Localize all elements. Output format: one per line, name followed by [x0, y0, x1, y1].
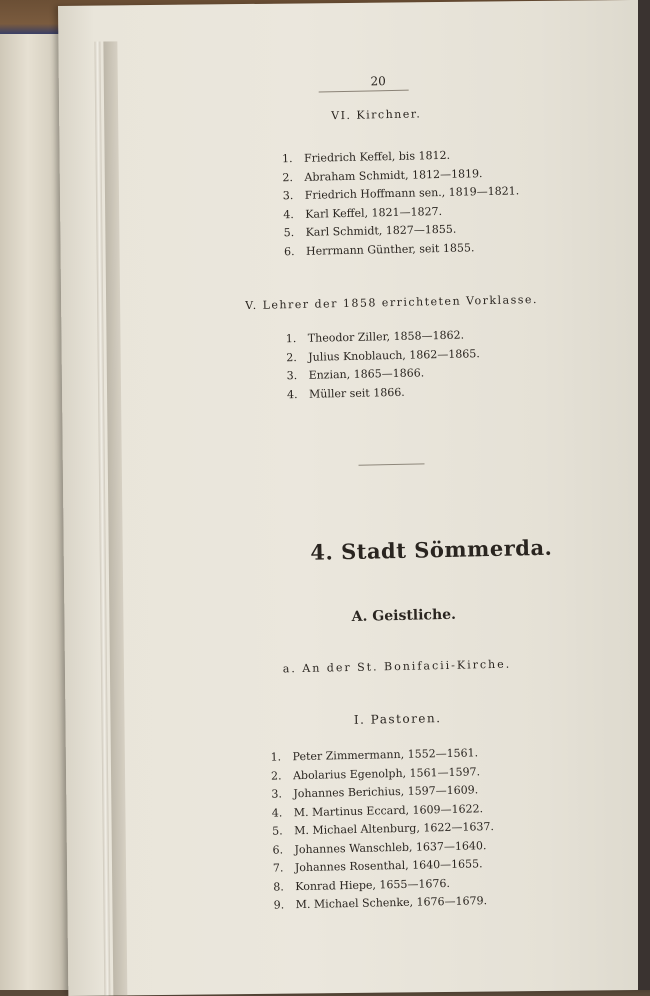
list-item: 1. Theodor Ziller, 1858—1862. — [285, 328, 465, 346]
section-a-heading: A. Geistliche. — [351, 606, 457, 625]
pastoren-list — [270, 744, 495, 915]
list-item: 6. Johannes Wanschleb, 1637—1640. — [272, 838, 487, 857]
list-item: 4. Karl Keffel, 1821—1827. — [283, 204, 443, 221]
book-right-shadow — [638, 0, 650, 990]
list-item: 2. Julius Knoblauch, 1862—1865. — [286, 346, 480, 364]
list-item: 4. M. Martinus Eccard, 1609—1622. — [271, 801, 484, 820]
list-item: 6. Herrmann Günther, seit 1855. — [283, 240, 475, 258]
list-item: 4. Müller seit 1866. — [286, 385, 405, 401]
page-number: 20 — [370, 74, 386, 89]
list-item: 7. Johannes Rosenthal, 1640—1655. — [272, 857, 483, 875]
list-item: 2. Abraham Schmidt, 1812—1819. — [282, 166, 483, 184]
kirchner-heading: VI. Kirchner. — [331, 107, 422, 123]
list-item: 5. Karl Schmidt, 1827—1855. — [283, 222, 457, 240]
section-title: 4. Stadt Sömmerda. — [310, 534, 553, 565]
list-item: 5. M. Michael Altenburg, 1622—1637. — [272, 820, 495, 838]
list-item: 9. M. Michael Schenke, 1676—1679. — [273, 894, 488, 912]
vorklasse-list — [286, 326, 481, 404]
list-item: 3. Johannes Berichius, 1597—1609. — [271, 783, 479, 801]
vorklasse-heading: V. Lehrer der 1858 errichteten Vorklasse. — [245, 292, 539, 313]
pastoren-heading: I. Pastoren. — [353, 711, 442, 727]
subsection-heading: a. An der St. Bonifacii-Kirche. — [282, 657, 512, 676]
list-item: 8. Konrad Hiepe, 1655—1676. — [273, 876, 451, 894]
kirchner-list — [282, 145, 521, 261]
list-item: 1. Friedrich Keffel, bis 1812. — [281, 148, 451, 166]
list-item: 2. Abolarius Egenolph, 1561—1597. — [270, 764, 481, 783]
list-item: 3. Friedrich Hoffmann sen., 1819—1821. — [282, 184, 520, 203]
list-item: 3. Enzian, 1865—1866. — [286, 366, 425, 383]
list-item: 1. Peter Zimmermann, 1552—1561. — [270, 746, 479, 764]
